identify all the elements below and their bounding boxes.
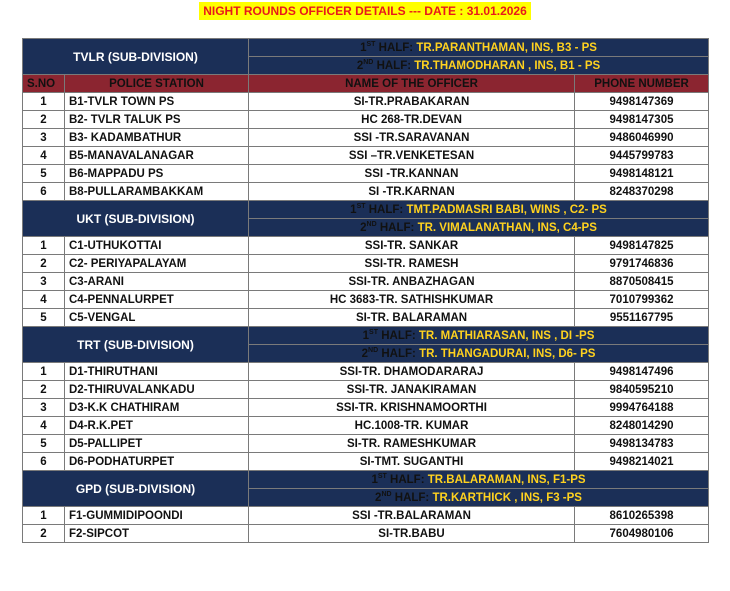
half-officer: TR.KARTHICK , INS, F3 -PS (432, 491, 582, 504)
row-station: C4-PENNALURPET (65, 291, 249, 309)
half-label: HALF: (376, 59, 412, 72)
row-officer: SI-TR. BALARAMAN (249, 309, 575, 327)
row-phone: 9498147825 (575, 237, 709, 255)
row-officer: SSI –TR.VENKETESAN (249, 147, 575, 165)
row-officer: SSI -TR.BALARAMAN (249, 507, 575, 525)
row-officer: SSI-TR. DHAMODARARAJ (249, 363, 575, 381)
row-sno: 3 (23, 273, 65, 291)
half-label: HALF: (394, 491, 430, 504)
half-shift-second_half (249, 57, 709, 75)
half-label: HALF: (381, 347, 416, 360)
column-header-officer: NAME OF THE OFFICER (249, 75, 575, 93)
half-officer: TR. THANGADURAI, INS, D6- PS (419, 347, 596, 360)
half-shift-second_half (249, 219, 709, 237)
row-officer: HC 3683-TR. SATHISHKUMAR (249, 291, 575, 309)
half-ordinal: ND (363, 58, 374, 66)
table-row (23, 381, 709, 399)
half-number: 1 (362, 329, 370, 342)
row-phone: 9498147305 (575, 111, 709, 129)
subdivision-header (23, 327, 709, 345)
table-row (23, 129, 709, 147)
row-phone: 8610265398 (575, 507, 709, 525)
row-phone: 9498148121 (575, 165, 709, 183)
half-officer: TR. MATHIARASAN, INS , DI -PS (418, 329, 595, 342)
subdivision-name: TVLR (SUB-DIVISION) (23, 39, 249, 75)
row-phone: 8870508415 (575, 273, 709, 291)
row-sno: 1 (23, 363, 65, 381)
table-row (23, 507, 709, 525)
half-shift-second_half (249, 489, 709, 507)
row-sno: 4 (23, 291, 65, 309)
row-officer: SSI-TR. RAMESH (249, 255, 575, 273)
row-station: D4-R.K.PET (65, 417, 249, 435)
table-row (23, 183, 709, 201)
row-sno: 1 (23, 507, 65, 525)
half-number: 2 (360, 221, 367, 234)
row-sno: 2 (23, 111, 65, 129)
roster-body (23, 39, 709, 543)
subdivision-name: UKT (SUB-DIVISION) (23, 201, 249, 237)
half-shift-second_half (249, 345, 709, 363)
row-phone: 9498134783 (575, 435, 709, 453)
row-officer: SSI -TR.SARAVANAN (249, 129, 575, 147)
title-wrap (0, 2, 730, 20)
table-row (23, 309, 709, 327)
row-officer: HC.1008-TR. KUMAR (249, 417, 575, 435)
half-ordinal: ST (366, 40, 376, 48)
officer-roster-table (22, 38, 709, 543)
subdivision-name: TRT (SUB-DIVISION) (23, 327, 249, 363)
subdivision-header (23, 471, 709, 489)
subdivision-header (23, 39, 709, 57)
table-row (23, 165, 709, 183)
row-sno: 5 (23, 435, 65, 453)
table-row (23, 93, 709, 111)
row-phone: 8248014290 (575, 417, 709, 435)
row-sno: 1 (23, 93, 65, 111)
row-phone: 9498147369 (575, 93, 709, 111)
row-officer: SSI -TR.KANNAN (249, 165, 575, 183)
row-officer: HC 268-TR.DEVAN (249, 111, 575, 129)
row-officer: SI-TMT. SUGANTHI (249, 453, 575, 471)
row-station: D3-K.K CHATHIRAM (65, 399, 249, 417)
row-sno: 2 (23, 255, 65, 273)
table-row (23, 435, 709, 453)
row-sno: 2 (23, 381, 65, 399)
table-row (23, 363, 709, 381)
row-officer: SSI-TR. SANKAR (249, 237, 575, 255)
table-row (23, 399, 709, 417)
row-officer: SI-TR.BABU (249, 525, 575, 543)
half-ordinal: ND (366, 220, 377, 228)
half-label: HALF: (379, 221, 415, 234)
half-shift-first_half (249, 327, 709, 345)
row-officer: SSI-TR. ANBAZHAGAN (249, 273, 575, 291)
half-officer: TR.THAMODHARAN , INS, B1 - PS (414, 59, 601, 72)
half-number: 2 (375, 491, 382, 504)
half-ordinal: ST (369, 328, 378, 336)
row-phone: 8248370298 (575, 183, 709, 201)
half-officer: TMT.PADMASRI BABI, WINS , C2- PS (406, 203, 607, 216)
row-phone: 7604980106 (575, 525, 709, 543)
row-station: C2- PERIYAPALAYAM (65, 255, 249, 273)
half-shift-first_half (249, 471, 709, 489)
half-number: 2 (361, 347, 369, 360)
row-officer: SI-TR. RAMESHKUMAR (249, 435, 575, 453)
row-station: C1-UTHUKOTTAI (65, 237, 249, 255)
row-station: D6-PODHATURPET (65, 453, 249, 471)
row-station: B2- TVLR TALUK PS (65, 111, 249, 129)
row-officer: SI-TR.PRABAKARAN (249, 93, 575, 111)
row-phone: 9486046990 (575, 129, 709, 147)
row-phone: 9445799783 (575, 147, 709, 165)
table-row (23, 417, 709, 435)
half-officer: TR.PARANTHAMAN, INS, B3 - PS (416, 41, 597, 54)
table-row (23, 453, 709, 471)
row-phone: 9840595210 (575, 381, 709, 399)
row-sno: 4 (23, 417, 65, 435)
row-station: C3-ARANI (65, 273, 249, 291)
row-station: D5-PALLIPET (65, 435, 249, 453)
half-shift-first_half (249, 201, 709, 219)
half-number: 2 (356, 59, 364, 72)
row-station: B6-MAPPADU PS (65, 165, 249, 183)
row-officer: SSI-TR. KRISHNAMOORTHI (249, 399, 575, 417)
row-officer: SSI-TR. JANAKIRAMAN (249, 381, 575, 399)
half-label: HALF: (378, 41, 414, 54)
table-row (23, 147, 709, 165)
column-header-sno: S.NO (23, 75, 65, 93)
row-phone: 7010799362 (575, 291, 709, 309)
row-sno: 2 (23, 525, 65, 543)
row-sno: 6 (23, 183, 65, 201)
row-station: D2-THIRUVALANKADU (65, 381, 249, 399)
half-number: 1 (350, 203, 357, 216)
row-sno: 3 (23, 129, 65, 147)
row-sno: 1 (23, 237, 65, 255)
column-header-row (23, 75, 709, 93)
row-phone: 9498214021 (575, 453, 709, 471)
half-number: 1 (371, 473, 378, 486)
table-row (23, 237, 709, 255)
table-row (23, 525, 709, 543)
row-sno: 6 (23, 453, 65, 471)
table-row (23, 255, 709, 273)
table-row (23, 111, 709, 129)
row-station: B1-TVLR TOWN PS (65, 93, 249, 111)
row-officer: SI -TR.KARNAN (249, 183, 575, 201)
row-phone: 9498147496 (575, 363, 709, 381)
half-ordinal: ND (368, 346, 379, 354)
row-phone: 9551167795 (575, 309, 709, 327)
subdivision-header (23, 201, 709, 219)
row-phone: 9994764188 (575, 399, 709, 417)
subdivision-name: GPD (SUB-DIVISION) (23, 471, 249, 507)
row-station: F2-SIPCOT (65, 525, 249, 543)
row-station: D1-THIRUTHANI (65, 363, 249, 381)
row-sno: 5 (23, 309, 65, 327)
half-ordinal: ND (381, 490, 392, 498)
half-ordinal: ST (377, 472, 387, 480)
half-ordinal: ST (356, 202, 366, 210)
half-officer: TR. VIMALANATHAN, INS, C4-PS (417, 221, 597, 234)
half-shift-first_half (249, 39, 709, 57)
half-label: HALF: (390, 473, 425, 486)
row-sno: 4 (23, 147, 65, 165)
row-phone: 9791746836 (575, 255, 709, 273)
half-label: HALF: (368, 203, 404, 216)
row-station: B5-MANAVALANAGAR (65, 147, 249, 165)
half-officer: TR.BALARAMAN, INS, F1-PS (427, 473, 586, 486)
row-station: B8-PULLARAMBAKKAM (65, 183, 249, 201)
row-station: B3- KADAMBATHUR (65, 129, 249, 147)
table-row (23, 291, 709, 309)
table-row (23, 273, 709, 291)
page-title: NIGHT ROUNDS OFFICER DETAILS --- DATE : 31.01.2026 (199, 2, 531, 20)
row-sno: 5 (23, 165, 65, 183)
half-number: 1 (360, 41, 367, 54)
half-label: HALF: (381, 329, 416, 342)
row-station: C5-VENGAL (65, 309, 249, 327)
row-sno: 3 (23, 399, 65, 417)
row-station: F1-GUMMIDIPOONDI (65, 507, 249, 525)
column-header-station: POLICE STATION (65, 75, 249, 93)
column-header-phone: PHONE NUMBER (575, 75, 709, 93)
